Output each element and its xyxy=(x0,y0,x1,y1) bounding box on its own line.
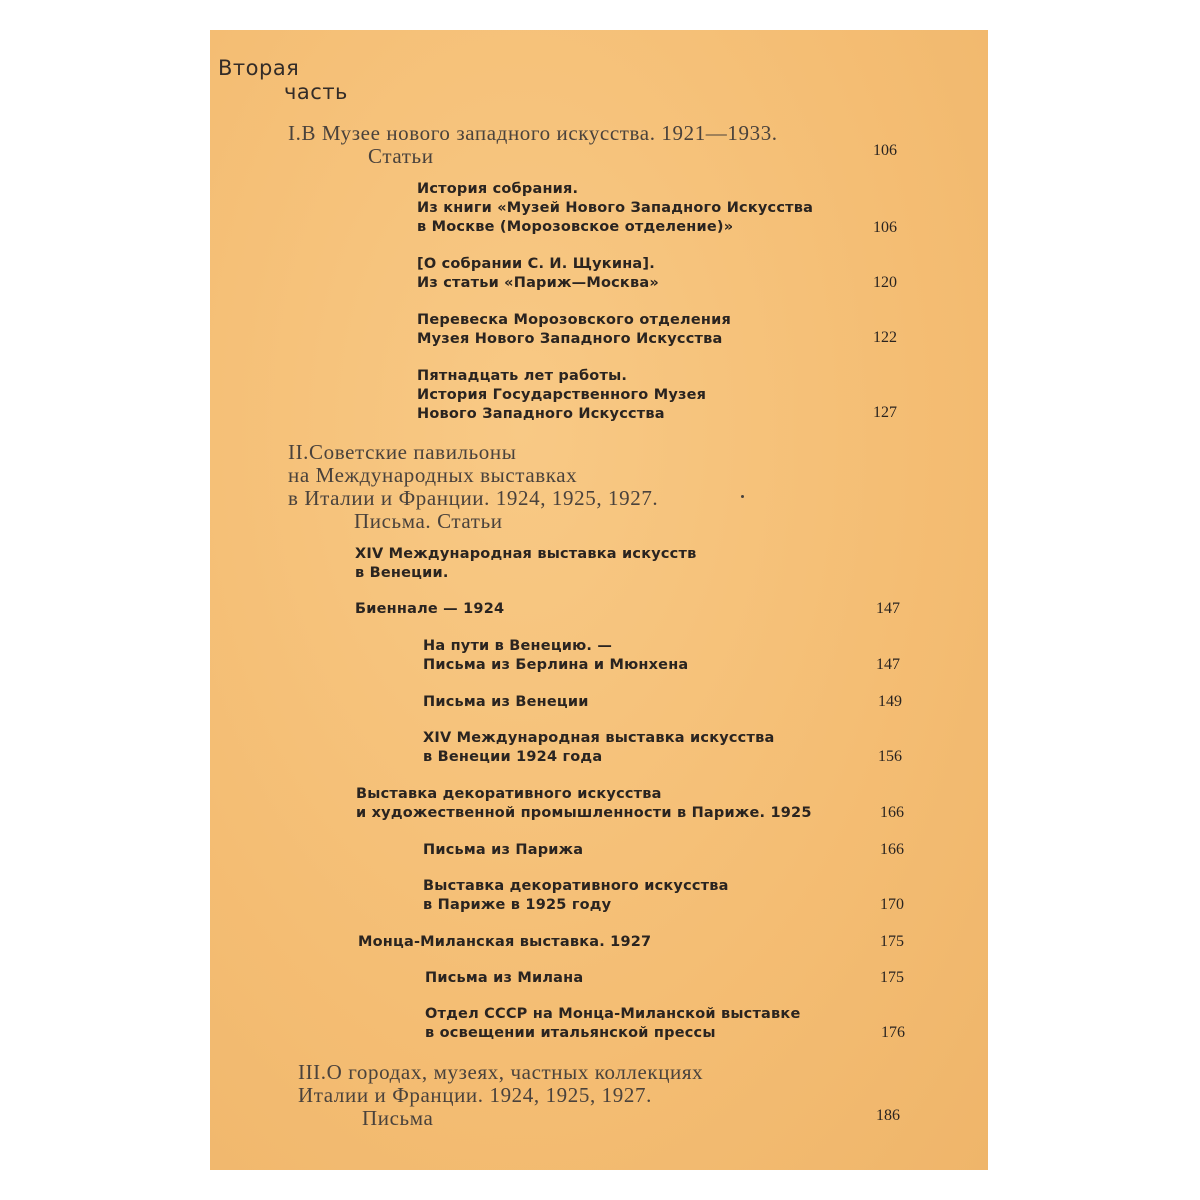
entry-page: 175 xyxy=(880,933,904,950)
section-2-line4: Письма. Статьи xyxy=(354,509,503,533)
section-3-line2: Италии и Франции. 1924, 1925, 1927. xyxy=(298,1083,652,1107)
section-2-title xyxy=(288,441,658,533)
section-3-line1: III.О городах, музеях, частных коллекциях xyxy=(298,1060,704,1084)
entry-page: 175 xyxy=(880,969,904,986)
toc-entry: Монца-Миланская выставка. 1927 xyxy=(358,934,652,950)
entry-page: 156 xyxy=(878,748,902,765)
entry-page: 166 xyxy=(880,841,904,858)
toc-entry: XIV Международная выставка искусств в Венеции. xyxy=(355,546,697,581)
toc-entry: На пути в Венецию. — Письма из Берлина и Мюнхена xyxy=(423,638,689,673)
part-title-line2: часть xyxy=(284,80,348,104)
toc-entry: XIV Международная выставка искусства в Венеции 1924 года xyxy=(423,730,775,765)
entry-page: 166 xyxy=(880,804,904,821)
entry-page: 170 xyxy=(880,896,904,913)
entry-page: 127 xyxy=(873,404,897,421)
section-3-page: 186 xyxy=(876,1107,900,1124)
toc-entry: История собрания. Из книги «Музей Нового Западного Искусства в Москве (Морозовское отделение)» xyxy=(417,181,814,235)
section-2-line1: II.Советские павильоны xyxy=(288,440,517,464)
entry-page: 147 xyxy=(876,656,900,673)
part-title-line1: Вторая xyxy=(218,56,300,80)
entry-page: 122 xyxy=(873,329,897,346)
toc-entry: [О собрании С. И. Щукина]. Из статьи «Париж—Москва» xyxy=(417,256,659,291)
toc-entry: Отдел СССР на Монца-Миланской выставке в освещении итальянской прессы xyxy=(425,1006,801,1041)
toc-entry: Письма из Парижа xyxy=(423,842,584,858)
book-page xyxy=(210,30,988,1170)
section-1-title xyxy=(288,122,778,168)
entry-page: 149 xyxy=(878,693,902,710)
section-3-title xyxy=(298,1061,703,1130)
section-1-line1: I.В Музее нового западного искусства. 1921—1933. xyxy=(288,121,778,145)
section-1-page: 106 xyxy=(873,142,897,159)
toc-entry: Перевеска Морозовского отделения Музея Нового Западного Искусства xyxy=(417,312,731,347)
entry-page: 176 xyxy=(881,1024,905,1041)
entry-page: 106 xyxy=(873,219,897,236)
toc-entry: Биеннале — 1924 xyxy=(355,601,505,617)
entry-page: 120 xyxy=(873,274,897,291)
entry-page: 147 xyxy=(876,600,900,617)
toc-entry: Выставка декоративного искусства в Париже в 1925 году xyxy=(423,878,729,913)
toc-entry: Выставка декоративного искусства и художественной промышленности в Париже. 1925 xyxy=(356,786,812,821)
section-3-line3: Письма xyxy=(362,1106,434,1130)
toc-entry: Пятнадцать лет работы. История Государственного Музея Нового Западного Искусства xyxy=(417,368,707,422)
section-1-line2: Статьи xyxy=(368,144,434,168)
toc-entry: Письма из Венеции xyxy=(423,694,589,710)
toc-entry: Письма из Милана xyxy=(425,970,584,986)
print-speck xyxy=(741,495,744,498)
section-2-line2: на Международных выставках xyxy=(288,463,578,487)
section-2-line3: в Италии и Франции. 1924, 1925, 1927. xyxy=(288,486,659,510)
